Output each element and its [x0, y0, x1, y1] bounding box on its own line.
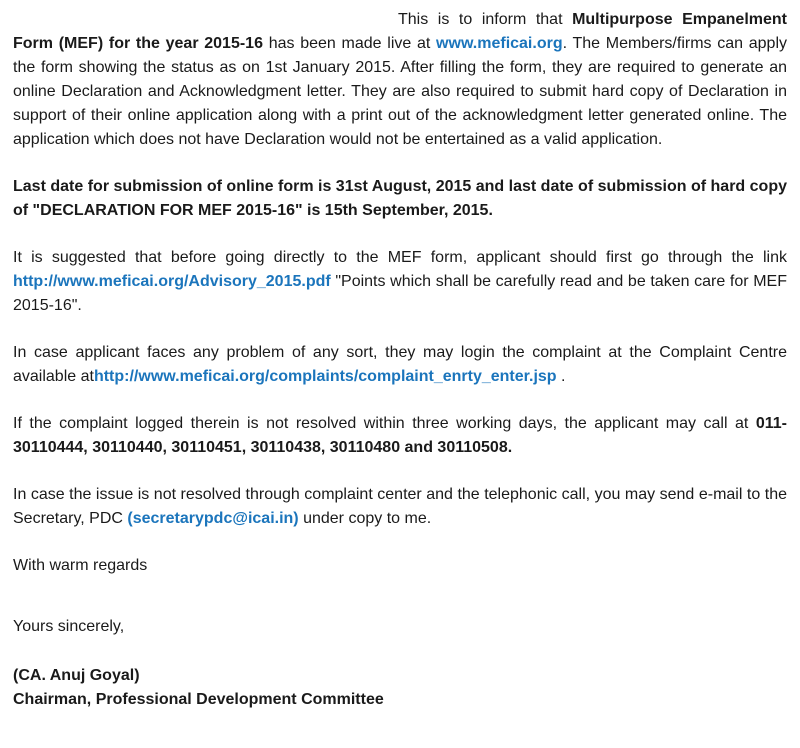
paragraph-phone [13, 412, 787, 460]
sincerely-text: Yours sincerely, [13, 618, 125, 635]
intro-text: This is to inform that [398, 11, 573, 28]
complaint-pre-text: In case applicant faces any problem of any sort, they may login the complaint at the Complaint Centre available at [13, 344, 787, 385]
paragraph-complaint-centre [13, 341, 787, 389]
paragraph-advisory [13, 246, 787, 318]
complaint-post-text: . [556, 368, 566, 385]
signature-block [13, 664, 787, 712]
signature-name: (CA. Anuj Goyal) [13, 667, 140, 684]
email-pre-text: In case the issue is not resolved through complaint center and the telephonic call, you may send e-mail to the Secretary, PDC [13, 486, 787, 527]
closing-regards [13, 554, 787, 578]
phone-numbers: 011-30110444, 30110440, 30110451, 30110438, 30110480 and 30110508. [13, 415, 787, 456]
intro-mid-text: has been made live at [262, 35, 437, 52]
deadlines-text: Last date for submission of online form is 31st August, 2015 and last date of submission of hard copy of "DECLARATION FOR MEF 2015-16" is 15th September, 2015. [13, 178, 787, 219]
advisory-pdf-link[interactable]: http://www.meficai.org/Advisory_2015.pdf [13, 273, 331, 290]
regards-text: With warm regards [13, 557, 148, 574]
meficai-link[interactable]: www.meficai.org [436, 35, 563, 52]
closing-sincerely [13, 615, 787, 639]
intro-rest-text: . The Members/firms can apply the form showing the status as on 1st January 2015. After filling the form, they are required to generate an online Declaration and Acknowledgment letter. They are also required to submit hard copy of Declaration in support of their online application along with a print out of the acknowledgment letter generated online. The application which does not have Declaration would not be entertained as a valid application. [13, 35, 788, 148]
signature-title: Chairman, Professional Development Committee [13, 691, 384, 708]
secretary-email-link[interactable]: (secretarypdc@icai.in) [127, 510, 299, 527]
mef-title-bold: Multipurpose Empanelment Form (MEF) for the year 2015-16 [13, 11, 787, 52]
email-post-text: under copy to me. [298, 510, 432, 527]
paragraph-intro [13, 8, 787, 152]
advisory-pre-text: It is suggested that before going directly to the MEF form, applicant should first go through the link [13, 249, 787, 266]
advisory-post-text: "Points which shall be carefully read and be taken care for MEF 2015-16". [13, 273, 787, 314]
complaint-centre-link[interactable]: http://www.meficai.org/complaints/complaint_enrty_enter.jsp [93, 368, 557, 385]
phone-pre-text: If the complaint logged therein is not resolved within three working days, the applicant may call at [13, 415, 756, 432]
paragraph-deadlines [13, 175, 787, 223]
paragraph-email [13, 483, 787, 531]
